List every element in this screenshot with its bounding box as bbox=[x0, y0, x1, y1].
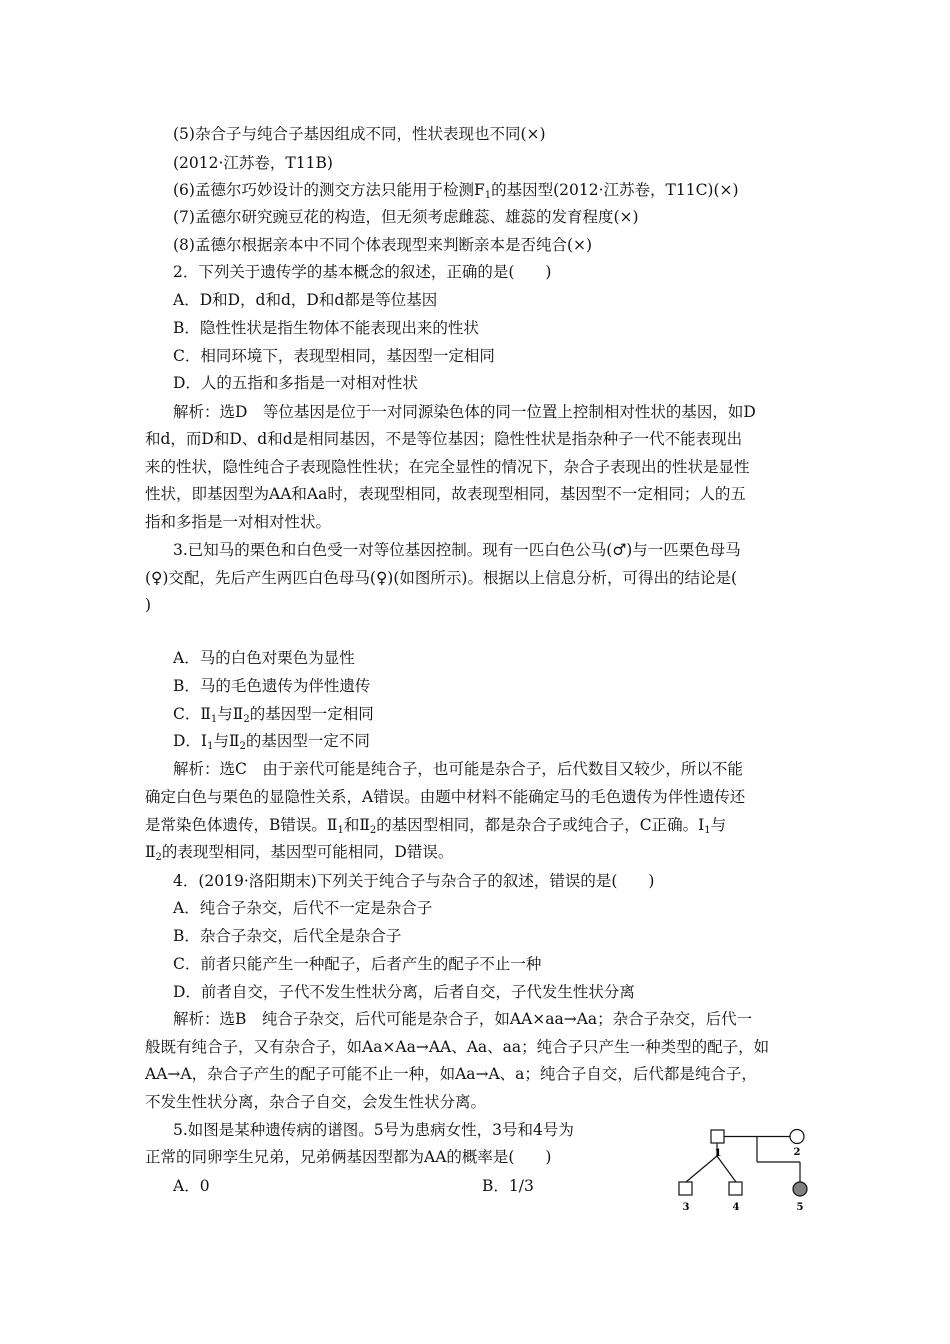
pedigree-label-1: 1 bbox=[714, 1148, 722, 1159]
pedigree-female-2 bbox=[790, 1130, 804, 1144]
question-3-stem: (♀)交配，先后产生两匹白色母马(♀)(如图所示)。根据以上信息分析，可得出的结论是( bbox=[145, 569, 737, 587]
statement-5: (5)杂合子与纯合子基因组成不同，性状表现也不同(×) bbox=[173, 125, 546, 143]
explanation-2-line: 和d，而D和D、d和d是相同基因，不是等位基因；隐性性状是指杂种子一代不能表现出 bbox=[145, 430, 743, 448]
pedigree-twin-branch-3 bbox=[686, 1156, 717, 1182]
question-2-option-c: C．相同环境下，表现型相同，基因型一定相同 bbox=[173, 347, 495, 365]
question-3-stem: ) bbox=[145, 596, 152, 614]
question-5-option-a: A．0 bbox=[173, 1177, 210, 1195]
question-4-option-b: B．杂合子杂交，后代全是杂合子 bbox=[173, 927, 402, 945]
question-4-option-d: D．前者自交，子代不发生性状分离，后者自交，子代发生性状分离 bbox=[173, 983, 635, 1001]
question-4-option-c: C．前者只能产生一种配子，后者产生的配子不止一种 bbox=[173, 955, 542, 973]
question-3-option-c: C．$Ⅱ_1$与$Ⅱ_2$的基因型一定相同 bbox=[173, 705, 374, 725]
pedigree-male-3 bbox=[679, 1182, 692, 1195]
question-2-option-d: D．人的五指和多指是一对相对性状 bbox=[173, 374, 418, 392]
pedigree-label-3: 3 bbox=[682, 1202, 690, 1213]
question-5-stem: 5.如图是某种遗传病的谱图。5号为患病女性，3号和4号为 bbox=[173, 1121, 574, 1139]
question-5-stem: 正常的同卵孪生兄弟，兄弟俩基因型都为AA的概率是( ) bbox=[145, 1148, 552, 1166]
explanation-4-line: AA→A，杂合子产生的配子可能不止一种，如Aa→A、a；纯合子自交，后代都是纯合子， bbox=[145, 1065, 757, 1083]
pedigree-diagram bbox=[670, 1120, 830, 1220]
explanation-4-line: 解析：选B 纯合子杂交，后代可能是杂合子，如AA×aa→Aa；杂合子杂交，后代一 bbox=[173, 1010, 753, 1028]
question-3-stem: 3.已知马的栗色和白色受一对等位基因控制。现有一匹白色公马(♂)与一匹栗色母马 bbox=[173, 541, 741, 559]
explanation-2-line: 指和多指是一对相对性状。 bbox=[145, 513, 332, 531]
pedigree-label-2: 2 bbox=[793, 1147, 801, 1158]
question-3-option-d: D．$Ⅰ_1$与$Ⅱ_2$的基因型一定不同 bbox=[173, 732, 370, 752]
explanation-3-line: 解析：选C 由于亲代可能是纯合子，也可能是杂合子，后代数目又较少，所以不能 bbox=[173, 760, 743, 778]
question-2-option-b: B．隐性性状是指生物体不能表现出来的性状 bbox=[173, 319, 479, 337]
question-3-option-b: B．马的毛色遗传为伴性遗传 bbox=[173, 677, 371, 695]
pedigree-label-4: 4 bbox=[732, 1202, 740, 1213]
question-4-stem: 4．(2019·洛阳期末)下列关于纯合子与杂合子的叙述，错误的是( ) bbox=[173, 872, 655, 890]
pedigree-male-4 bbox=[729, 1182, 742, 1195]
question-2-stem: 2．下列关于遗传学的基本概念的叙述，正确的是( ) bbox=[173, 263, 552, 281]
pedigree-affected-female-5 bbox=[793, 1182, 807, 1196]
explanation-2-line: 来的性状，隐性纯合子表现隐性性状；在完全显性的情况下，杂合子表现出的性状是显性 bbox=[145, 458, 750, 476]
explanation-3-line: 确定白色与栗色的显隐性关系，A错误。由题中材料不能确定马的毛色遗传为伴性遗传还 bbox=[145, 788, 746, 806]
pedigree-label-5: 5 bbox=[796, 1202, 804, 1213]
question-2-option-a: A．D和D，d和d，D和d都是等位基因 bbox=[173, 291, 438, 309]
question-5-option-b: B．1/3 bbox=[482, 1177, 534, 1195]
statement-8: (8)孟德尔根据亲本中不同个体表现型来判断亲本是否纯合(×) bbox=[173, 236, 593, 254]
statement-5-source: (2012·江苏卷，T11B) bbox=[173, 154, 333, 172]
explanation-3-line: $Ⅱ_2$的表现型相同，基因型可能相同，D错误。 bbox=[145, 843, 454, 863]
explanation-3-line: 是常染色体遗传，B错误。$Ⅱ_1$和$Ⅱ_2$的基因型相同，都是杂合子或纯合子，C正确。$Ⅰ_1$与 bbox=[145, 816, 727, 836]
pedigree-male-1 bbox=[711, 1130, 724, 1143]
statement-7: (7)孟德尔研究豌豆花的构造，但无须考虑雌蕊、雄蕊的发育程度(×) bbox=[173, 208, 639, 226]
explanation-4-line: 不发生性状分离，杂合子自交，会发生性状分离。 bbox=[145, 1093, 487, 1111]
explanation-2-line: 解析：选D 等位基因是位于一对同源染色体的同一位置上控制相对性状的基因，如D bbox=[173, 403, 756, 421]
statement-6: (6)孟德尔巧妙设计的测交方法只能用于检测$F_1$的基因型(2012·江苏卷，T11C)(×) bbox=[173, 181, 739, 201]
explanation-2-line: 性状，即基因型为AA和Aa时，表现型相同，故表现型相同，基因型不一定相同；人的五 bbox=[145, 485, 746, 503]
question-3-option-a: A．马的白色对栗色为显性 bbox=[173, 649, 355, 667]
question-4-option-a: A．纯合子杂交，后代不一定是杂合子 bbox=[173, 899, 433, 917]
pedigree-twin-branch-4 bbox=[717, 1156, 736, 1182]
explanation-4-line: 般既有纯合子，又有杂合子，如Aa×Aa→AA、Aa、aa；纯合子只产生一种类型的配子，如 bbox=[145, 1038, 770, 1056]
